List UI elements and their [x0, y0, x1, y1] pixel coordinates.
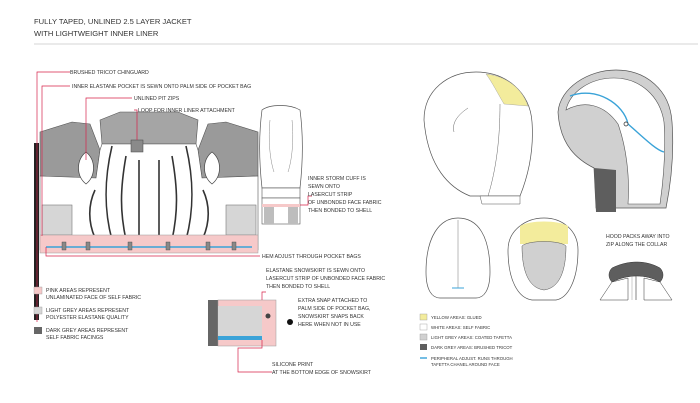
snowskirt-snap [266, 314, 271, 319]
svg-text:ELASTANE SNOWSKIRT IS SEWN ONT: ELASTANE SNOWSKIRT IS SEWN ONTO [266, 268, 366, 274]
legend-pink-line-2: UNLAMINATED FACE OF SELF FABRIC [46, 295, 142, 301]
hood-brushed-tricot [594, 168, 616, 212]
legend-lightgrey-line-2: POLYESTER ELASTANE QUALITY [46, 315, 129, 321]
svg-text:SEWN ONTO: SEWN ONTO [308, 184, 340, 190]
callout-pit-zips: UNLINED PIT ZIPS [134, 96, 180, 102]
svg-text:HERE WHEN NOT IN USE: HERE WHEN NOT IN USE [298, 322, 361, 328]
svg-text:PALM SIDE OF POCKET BAG,: PALM SIDE OF POCKET BAG, [298, 306, 371, 312]
hood-front-view [508, 218, 578, 300]
legend-darkgrey-swatch [34, 327, 42, 334]
svg-text:ZIP ALONG THE COLLAR: ZIP ALONG THE COLLAR [606, 242, 668, 248]
svg-text:LASERCUT STRIP: LASERCUT STRIP [308, 192, 353, 198]
svg-text:INNER STORM CUFF IS: INNER STORM CUFF IS [308, 176, 366, 182]
snowskirt-detail [208, 300, 293, 346]
legend-white-swatch [420, 324, 427, 330]
sleeve-drawing [260, 106, 303, 225]
legend-lightgrey-swatch-right [420, 334, 427, 340]
legend-lightgrey-label: LIGHT GREY AREAS: COATED TAFETTA [431, 335, 512, 340]
svg-text:THEN BONDED TO SHELL: THEN BONDED TO SHELL [308, 208, 373, 214]
legend-lightgrey-line-1: LIGHT GREY AREAS REPRESENT [46, 308, 130, 314]
cuff-elastane [264, 207, 274, 224]
callout-elastane-pocket: INNER ELASTANE POCKET IS SEWN ONTO PALM SIDE OF POCKET BAG [72, 84, 252, 90]
legend-blue-line-1: PERIPHERAL ADJUST. RUNS THROUGH [431, 356, 513, 361]
legend-yellow-label: YELLOW AREAS: GLUED [431, 315, 482, 320]
svg-text:SILICONE PRINT: SILICONE PRINT [272, 362, 314, 368]
legend-darkgrey-label: DARK GREY AREAS: BRUSHED TRICOT [431, 345, 513, 350]
svg-text:HOOD PACKS AWAY INTO: HOOD PACKS AWAY INTO [606, 234, 670, 240]
callout-loop: LOOP FOR INNER LINER ATTACHMENT [138, 108, 235, 114]
snowskirt-facing [208, 300, 218, 346]
hood-back-view [426, 218, 490, 298]
right-inner-pocket [226, 205, 256, 235]
svg-text:AT THE BOTTOM EDGE OF SNOWSKIR: AT THE BOTTOM EDGE OF SNOWSKIRT [272, 370, 371, 376]
callout-silicone [272, 362, 372, 376]
callout-storm-cuff [308, 176, 382, 214]
legend-darkgrey-line-2: SELF FABRIC FACINGS [46, 335, 104, 341]
hood-side-view-right [558, 70, 673, 212]
title-line-2: WITH LIGHTWEIGHT INNER LINER [34, 29, 159, 38]
cuff-lasercut-strip [262, 204, 300, 207]
legend-left [34, 287, 141, 341]
svg-text:EXTRA SNAP ATTACHED TO: EXTRA SNAP ATTACHED TO [298, 298, 368, 304]
svg-text:OF UNBONDED FACE FABRIC: OF UNBONDED FACE FABRIC [308, 200, 382, 206]
hem-band [40, 235, 258, 253]
hood-side-view-left [424, 72, 532, 204]
legend-pink-line-1: PINK AREAS REPRESENT [46, 288, 110, 294]
collar-detail [600, 262, 672, 300]
legend-white-label: WHITE AREAS: SELF FABRIC [431, 325, 491, 330]
callout-hood-packs [606, 234, 670, 248]
callout-snap [298, 298, 370, 328]
svg-text:THEN BONDED TO SHELL: THEN BONDED TO SHELL [266, 284, 331, 290]
callout-chinguard: BRUSHED TRICOT CHINGUARD [70, 70, 149, 76]
pocket-bag-snap [287, 319, 293, 325]
snowskirt-elastane [218, 306, 262, 340]
title-line-1: FULLY TAPED, UNLINED 2.5 LAYER JACKET [34, 17, 192, 26]
callout-hem-adjust: HEM ADJUST THROUGH POCKET BAGS [262, 254, 361, 260]
silicone-print [218, 336, 262, 340]
callout-snowskirt [266, 268, 385, 290]
liner-loop [131, 140, 143, 152]
svg-text:LASERCUT STRIP OF UNBONDED FAC: LASERCUT STRIP OF UNBONDED FACE FABRIC [266, 276, 386, 282]
svg-text:SNOWSKIRT SNAPS BACK: SNOWSKIRT SNAPS BACK [298, 314, 364, 320]
legend-right [420, 314, 513, 367]
legend-yellow-swatch [420, 314, 427, 320]
legend-darkgrey-swatch-right [420, 344, 427, 350]
legend-blue-line-2: TAFETTA CHANEL AROUND FACE [431, 362, 500, 367]
left-inner-pocket [42, 205, 72, 235]
legend-pink-swatch [34, 287, 42, 294]
legend-darkgrey-line-1: DARK GREY AREAS REPRESENT [46, 328, 129, 334]
legend-lightgrey-swatch [34, 307, 42, 314]
back-yoke [100, 112, 198, 144]
